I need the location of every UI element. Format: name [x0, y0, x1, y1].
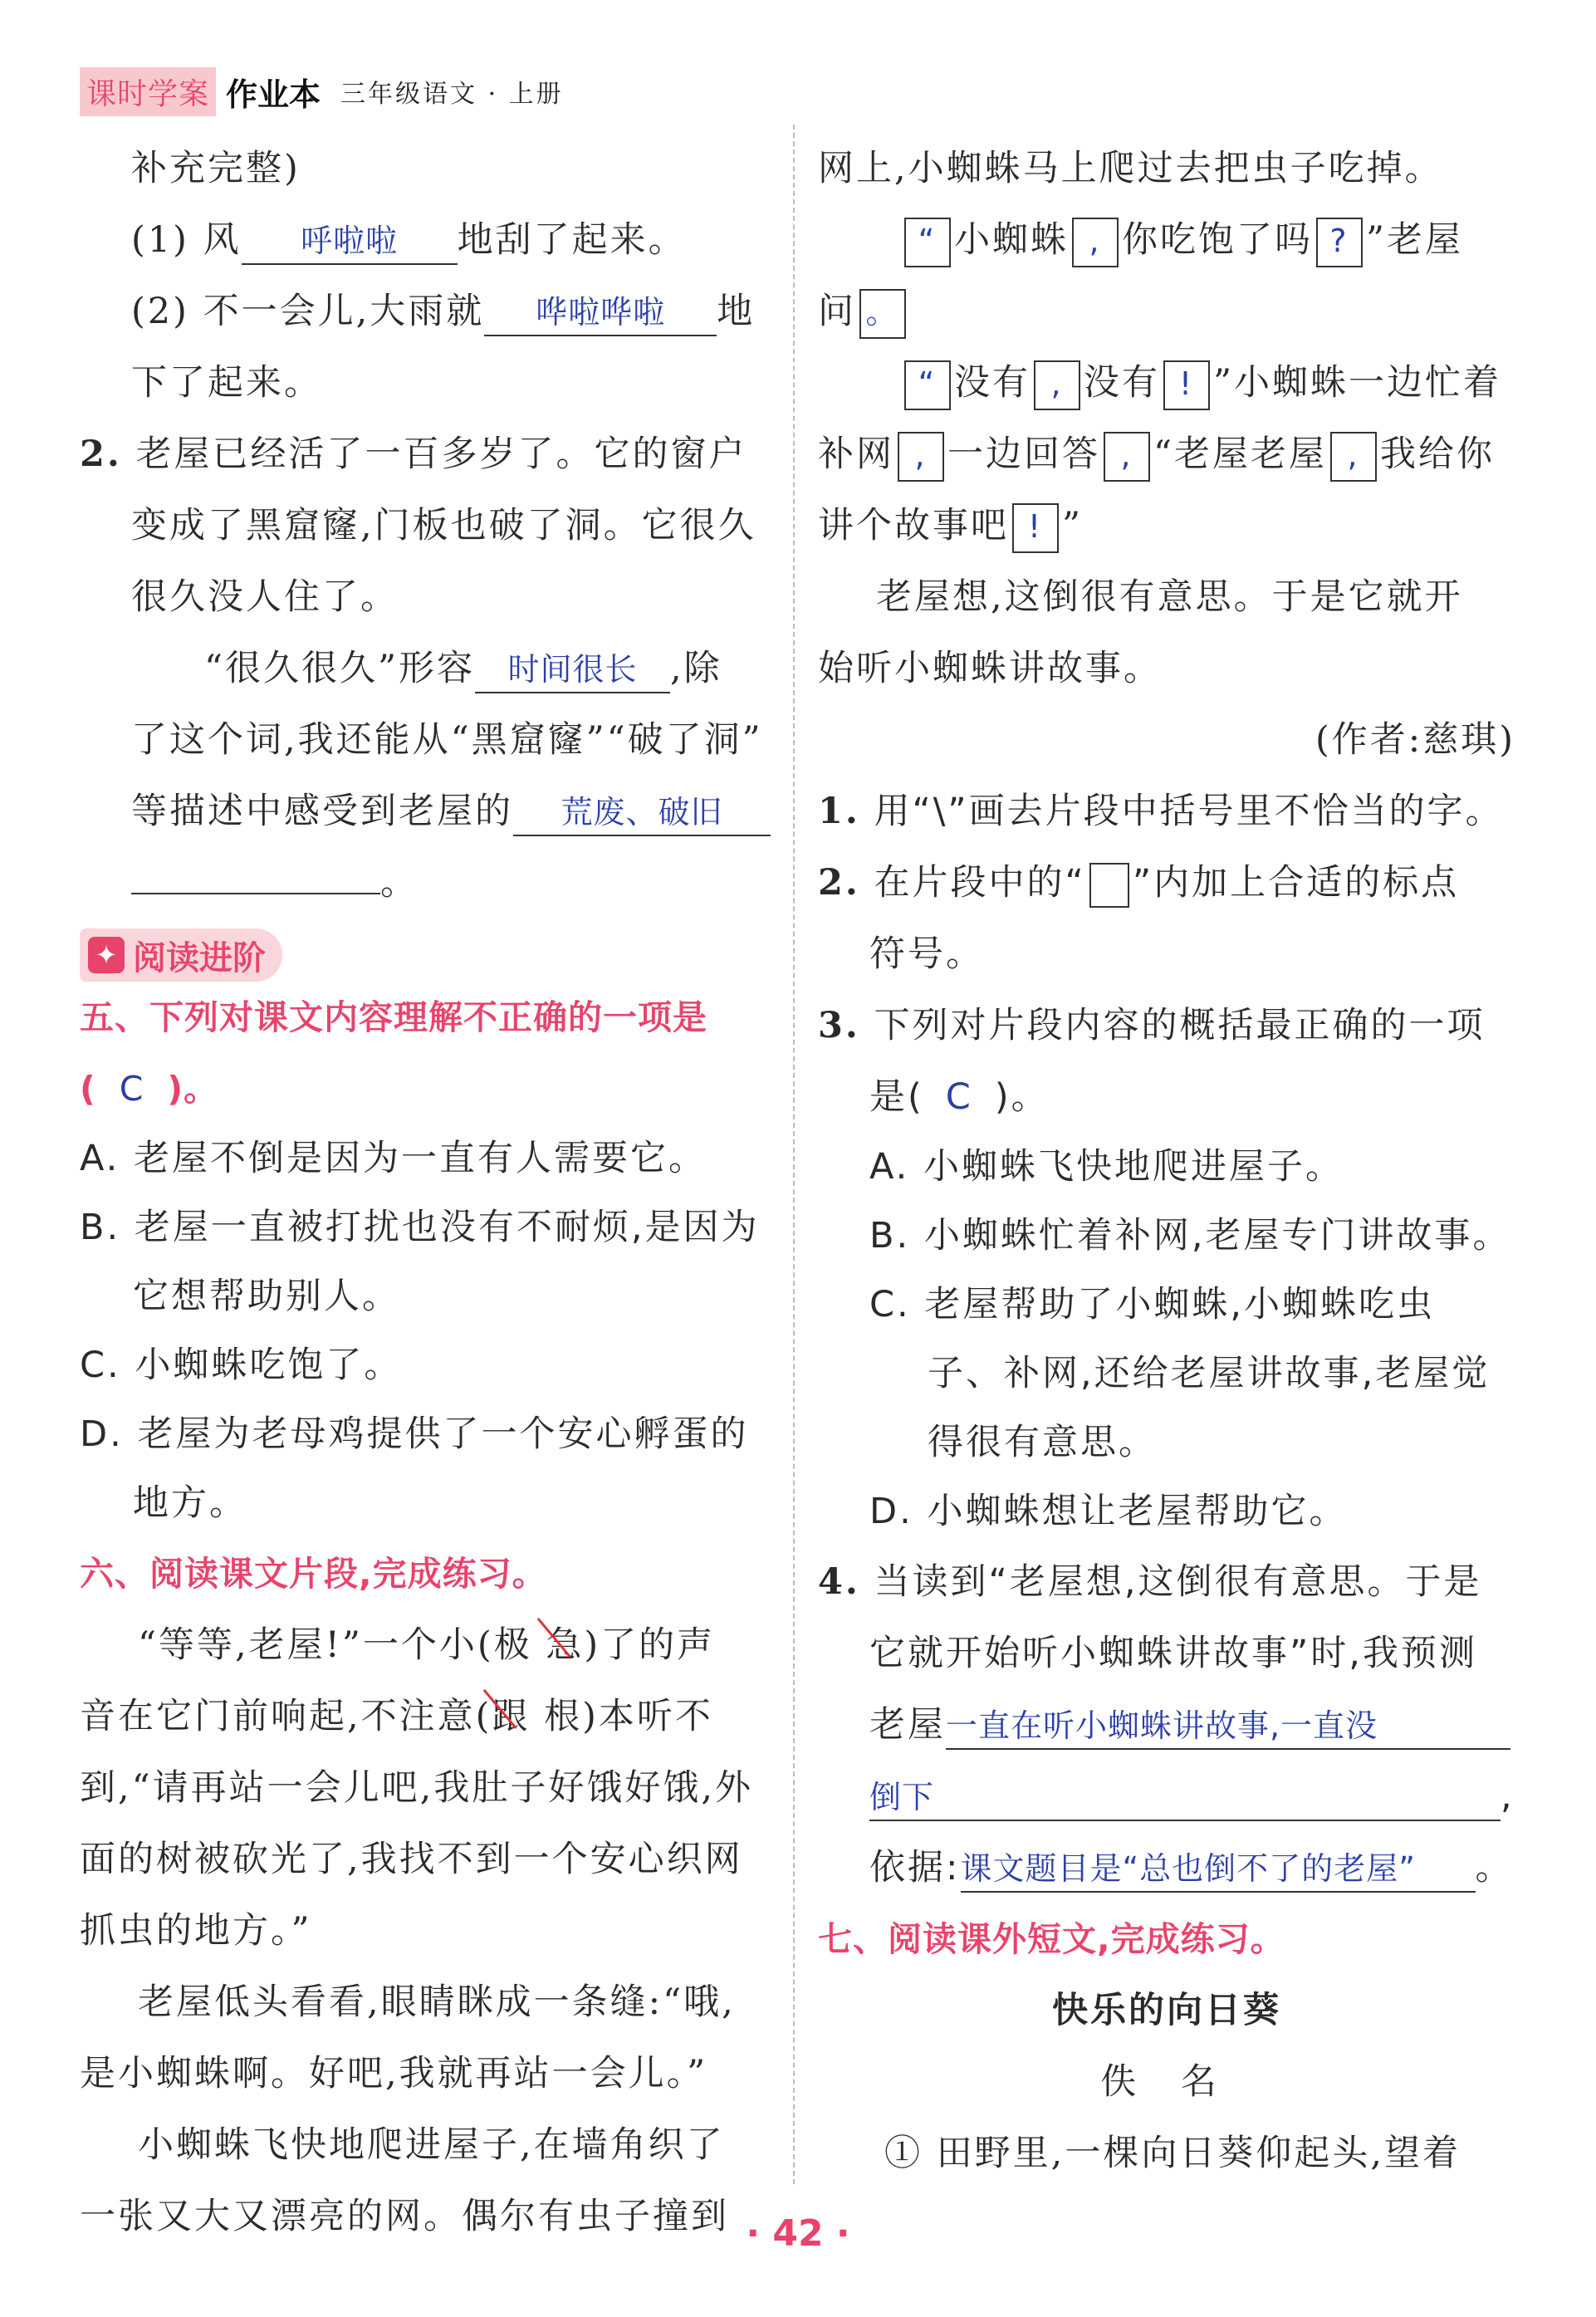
brand-label: 课时学案 [80, 67, 216, 116]
answer-blank[interactable] [484, 293, 717, 336]
handwritten-answer: 呼啦啦 [301, 223, 399, 259]
question-text: ”内加上合适的标点 [1132, 862, 1460, 904]
passage-line: 始听小蜘蛛讲故事。 [818, 648, 1162, 689]
passage-text: ” [1062, 505, 1083, 546]
passage-text: 补网 [818, 434, 894, 475]
punctuation: 。 [1475, 1847, 1514, 1888]
passage-line-punctuation [818, 347, 1515, 419]
option-key: B. [80, 1207, 121, 1248]
passage-text: 问 [818, 291, 856, 332]
answer-blank[interactable] [475, 650, 670, 693]
section-5-title: 五、下列对课文内容理解不正确的一项是 [80, 997, 707, 1037]
passage-text: 你吃饱了吗 [1122, 219, 1313, 261]
option-key: A. [869, 1146, 910, 1188]
answer-blank[interactable] [961, 1849, 1476, 1893]
option[interactable] [80, 1124, 777, 1193]
option-key: D. [869, 1491, 913, 1532]
question-answer-line [818, 1061, 1515, 1133]
punctuation-box[interactable]: “ [904, 218, 951, 267]
punctuation-box[interactable]: , [1034, 360, 1080, 410]
punctuation-box[interactable]: “ [904, 360, 951, 410]
handwritten-answer: 时间很长 [507, 651, 638, 688]
question-3 [818, 990, 1515, 1061]
question-text: “很久很久”形容 [204, 648, 475, 689]
question-text: 地 [717, 291, 756, 332]
question-number: 2. [818, 862, 860, 904]
punctuation: , [1501, 1776, 1515, 1817]
passage-line: 一张又大又漂亮的网。偶尔有虫子撞到 [80, 2196, 729, 2237]
handwritten-answer: 荒废、破旧 [561, 794, 723, 830]
question-1 [818, 776, 1515, 847]
right-column [818, 133, 1515, 2189]
question-text: 下列对片段内容的概括最正确的一项 [874, 1005, 1486, 1046]
fill-line [80, 847, 777, 918]
paren: )。 [167, 1069, 219, 1109]
runner-icon: ✦ [88, 937, 125, 973]
section-7-title: 七、阅读课外短文,完成练习。 [818, 1919, 1285, 1959]
option-continued: 得很有意思。 [928, 1422, 1157, 1463]
punctuation-box[interactable]: , [1104, 432, 1150, 482]
passage-line: 老屋低头看看,眼睛眯成一条缝:“哦, [138, 1981, 736, 2023]
passage-author: (作者:慈琪) [1314, 719, 1515, 761]
passage-text: ”老屋 [1366, 219, 1463, 261]
question-number: 1. [818, 791, 860, 832]
text-line: 很久没人住了。 [131, 576, 399, 618]
option[interactable] [869, 1202, 1515, 1271]
question-text: (1) 风 [131, 219, 242, 261]
answer-blank-continued[interactable] [131, 851, 380, 894]
page-number: · 42 · [746, 2212, 850, 2255]
page-header [80, 65, 564, 118]
fill-line [80, 633, 777, 704]
punctuation-box[interactable]: ! [1163, 360, 1210, 410]
option[interactable] [869, 1133, 1515, 1202]
passage-line: 到,“请再站一会儿吧,我肚子好饿好饿,外 [80, 1767, 753, 1809]
handwritten-answer: 课文题目是“总也倒不了的老屋” [960, 1850, 1416, 1887]
option-key: D. [80, 1413, 124, 1455]
question-4 [818, 1546, 1515, 1618]
question-2 [818, 847, 1515, 918]
text-line: 了这个词,我还能从“黑窟窿”“破了洞” [131, 719, 763, 761]
passage-line-punctuation [818, 204, 1515, 276]
passage-text: 小蜘蛛 [954, 219, 1069, 261]
option-text: 老屋不倒是因为一直有人需要它。 [134, 1138, 707, 1179]
passage-line: 小蜘蛛飞快地爬进屋子,在墙角织了 [138, 2124, 725, 2166]
answer-blank[interactable] [513, 793, 771, 836]
option[interactable] [869, 1477, 1515, 1546]
left-column [80, 133, 777, 2252]
option-key: B. [869, 1215, 911, 1256]
question-number: 4. [818, 1561, 860, 1603]
passage-text: 音在它门前响起,不注意( [80, 1696, 492, 1737]
answer-choice: C [945, 1076, 973, 1118]
struck-character: 跟 [492, 1681, 530, 1752]
question-text: 依据: [869, 1847, 961, 1888]
passage-text: ”小蜘蛛一边忙着 [1213, 362, 1501, 404]
fill-line [80, 776, 777, 847]
story-title: 快乐的向日葵 [1052, 1990, 1281, 2031]
passage-text: “老屋老屋 [1153, 434, 1327, 475]
option-continued: 地方。 [133, 1482, 247, 1524]
section-5-answer-line [80, 1053, 777, 1124]
passage-line-punctuation [818, 419, 1515, 490]
section-6-title: 六、阅读课文片段,完成练习。 [80, 1554, 547, 1594]
question-2 [80, 419, 777, 490]
passage-line: 面的树被砍光了,我找不到一个安心织网 [80, 1839, 743, 1880]
question-number: 2. [80, 434, 122, 475]
text-line: 下了起来。 [131, 362, 322, 404]
option-continued: 它想帮助别人。 [133, 1276, 400, 1317]
passage-text: “等等,老屋!”一个小(极 [138, 1624, 532, 1666]
story-line: ① 田野里,一棵向日葵仰起头,望着 [884, 2133, 1461, 2174]
fill-question-1 [80, 204, 777, 276]
text-line: 变成了黑窟窿,门板也破了洞。它很久 [131, 505, 756, 546]
option-text: 老屋帮助了小蜘蛛,小蜘蛛吃虫 [924, 1284, 1436, 1325]
question-text: )。 [994, 1076, 1050, 1118]
passage-text: 一边回答 [947, 434, 1100, 475]
book-subtitle: 三年级语文 · 上册 [340, 80, 564, 109]
question-text: (2) 不一会儿,大雨就 [131, 291, 485, 332]
text-line: 补充完整) [131, 148, 301, 189]
punctuation-box[interactable]: 。 [859, 289, 906, 339]
passage-line: 抓虫的地方。” [80, 1910, 312, 1952]
passage-text: 没有 [1084, 362, 1160, 404]
answer-blank-continued[interactable] [869, 1778, 1501, 1821]
option-text: 小蜘蛛吃饱了。 [135, 1345, 403, 1386]
passage-line [80, 1681, 777, 1752]
fill-line [818, 1689, 1515, 1761]
option[interactable] [80, 1331, 777, 1400]
option-continued: 子、补网,还给老屋讲故事,老屋觉 [928, 1353, 1491, 1394]
option[interactable] [80, 1400, 777, 1469]
handwritten-answer: 哗啦哗啦 [536, 294, 666, 331]
passage-text: 我给你 [1379, 434, 1495, 475]
struck-character: 急 [546, 1609, 584, 1681]
question-text: ,除 [669, 648, 722, 689]
option-text: 小蜘蛛想让老屋帮助它。 [927, 1491, 1348, 1532]
option-text: 老屋一直被打扰也没有不耐烦,是因为 [134, 1207, 760, 1248]
punctuation-box[interactable]: ? [1316, 218, 1363, 267]
section-badge [80, 928, 282, 982]
option-key: A. [80, 1138, 120, 1179]
badge-label: 阅读进阶 [133, 938, 266, 977]
passage-text: 根)本听不 [544, 1696, 713, 1737]
passage-line-punctuation [818, 490, 1515, 561]
sample-box-icon [1089, 863, 1129, 908]
question-text: 用“\”画去片段中括号里不恰当的字。 [874, 791, 1504, 832]
option-text: 小蜘蛛飞快地爬进屋子。 [923, 1146, 1344, 1188]
paren: ( [80, 1069, 96, 1109]
story-author: 佚 名 [1100, 2061, 1233, 2103]
passage-line: 网上,小蜘蛛马上爬过去把虫子吃掉。 [818, 148, 1443, 189]
answer-blank[interactable] [946, 1707, 1510, 1750]
passage-line [80, 1609, 777, 1681]
question-text: 在片段中的“ [874, 862, 1086, 904]
fill-line [818, 1761, 1515, 1832]
fill-question-2 [80, 276, 777, 347]
passage-text: 讲个故事吧 [818, 505, 1009, 546]
passage-line: 是小蜘蛛啊。好吧,我就再站一会儿。” [80, 2053, 708, 2094]
question-text: 老屋 [869, 1704, 946, 1746]
question-text: 是( [869, 1076, 924, 1118]
punctuation: 。 [380, 862, 419, 904]
passage-line-punctuation [818, 276, 1515, 347]
section-5-options [80, 1124, 777, 1538]
question-text: 当读到“老屋想,这倒很有意思。于是 [874, 1561, 1482, 1603]
question-text: 它就开始听小蜘蛛讲故事”时,我预测 [869, 1633, 1477, 1674]
passage-text: )了的声 [584, 1624, 716, 1666]
question-3-options [818, 1133, 1515, 1546]
column-divider [793, 125, 795, 2184]
handwritten-answer: 倒下 [869, 1779, 935, 1815]
question-text: 符号。 [869, 933, 984, 975]
punctuation-box[interactable]: ! [1012, 503, 1059, 553]
option-text: 老屋为老母鸡提供了一个安心孵蛋的 [137, 1413, 749, 1455]
option-key: C. [869, 1284, 911, 1325]
punctuation-box[interactable]: , [898, 432, 944, 482]
handwritten-answer: 一直在听小蜘蛛讲故事,一直没 [946, 1707, 1378, 1744]
option-text: 小蜘蛛忙着补网,老屋专门讲故事。 [923, 1215, 1511, 1256]
brand-title: 作业本 [226, 76, 321, 113]
question-number: 3. [818, 1005, 860, 1046]
punctuation-box[interactable]: , [1330, 432, 1377, 482]
passage-line: 老屋想,这倒很有意思。于是它就开 [876, 576, 1463, 618]
option[interactable] [80, 1193, 777, 1262]
fill-line [818, 1832, 1515, 1903]
passage-text: 没有 [954, 362, 1031, 404]
question-text: 等描述中感受到老屋的 [131, 791, 513, 832]
answer-blank[interactable] [242, 222, 458, 265]
punctuation-box[interactable]: , [1072, 218, 1119, 267]
question-text: 地刮了起来。 [457, 219, 687, 261]
question-text: 老屋已经活了一百多岁了。它的窗户 [135, 434, 747, 475]
option[interactable] [869, 1271, 1515, 1340]
option-key: C. [80, 1345, 121, 1386]
answer-choice: C [119, 1069, 144, 1109]
